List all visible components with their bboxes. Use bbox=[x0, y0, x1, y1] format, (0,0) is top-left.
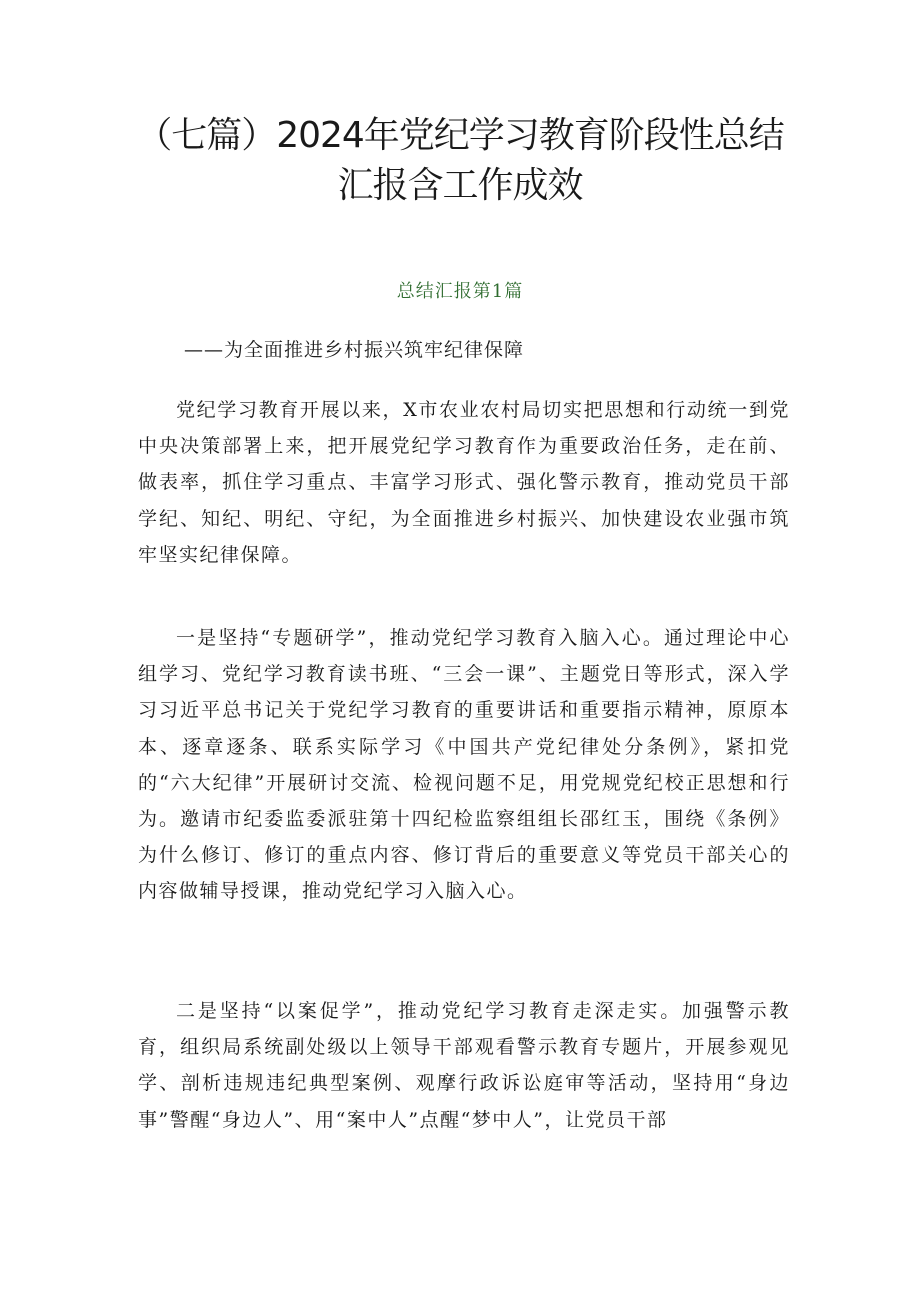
document-title-line-1: （七篇）2024年党纪学习教育阶段性总结 bbox=[136, 115, 784, 156]
document-title-line-2: 汇报含工作成效 bbox=[337, 165, 583, 206]
body-paragraph: 党纪学习教育开展以来，X市农业农村局切实把思想和行动统一到党中央决策部署上来，把开展党纪学习教育作为重要政治任务，走在前、做表率，抓住学习重点、丰富学习形式、强化警示教育，推动党员干部学纪、知纪、明纪、守纪，为全面推进乡村振兴、加快建设农业强市筑牢坚实纪律保障。 bbox=[138, 399, 790, 566]
section-heading: 总结汇报第1篇 bbox=[396, 281, 524, 302]
body-paragraph: 二是坚持“以案促学”，推动党纪学习教育走深走实。加强警示教育，组织局系统副处级以上领导干部观看警示教育专题片，开展参观见学、剖析违规违纪典型案例、观摩行政诉讼庭审等活动，坚持用“身边事”警醒“身边人”、用“案中人”点醒“梦中人”，让党员干部 bbox=[138, 1000, 790, 1131]
section-subtitle: ——为全面推进乡村振兴筑牢纪律保障 bbox=[184, 339, 525, 361]
body-paragraph: 一是坚持“专题研学”，推动党纪学习教育入脑入心。通过理论中心组学习、党纪学习教育读书班、“三会一课”、主题党日等形式，深入学习习近平总书记关于党纪学习教育的重要讲话和重要指示精神，原原本本、逐章逐条、联系实际学习《中国共产党纪律处分条例》，紧扣党的“六大纪律”开展研讨交流、检视问题不足，用党规党纪校正思想和行为。邀请市纪委监委派驻第十四纪检监察组组长邵红玉，围绕《条例》为什么修订、修订的重点内容、修订背后的重要意义等党员干部关心的内容做辅导授课，推动党纪学习入脑入心。 bbox=[138, 627, 790, 903]
